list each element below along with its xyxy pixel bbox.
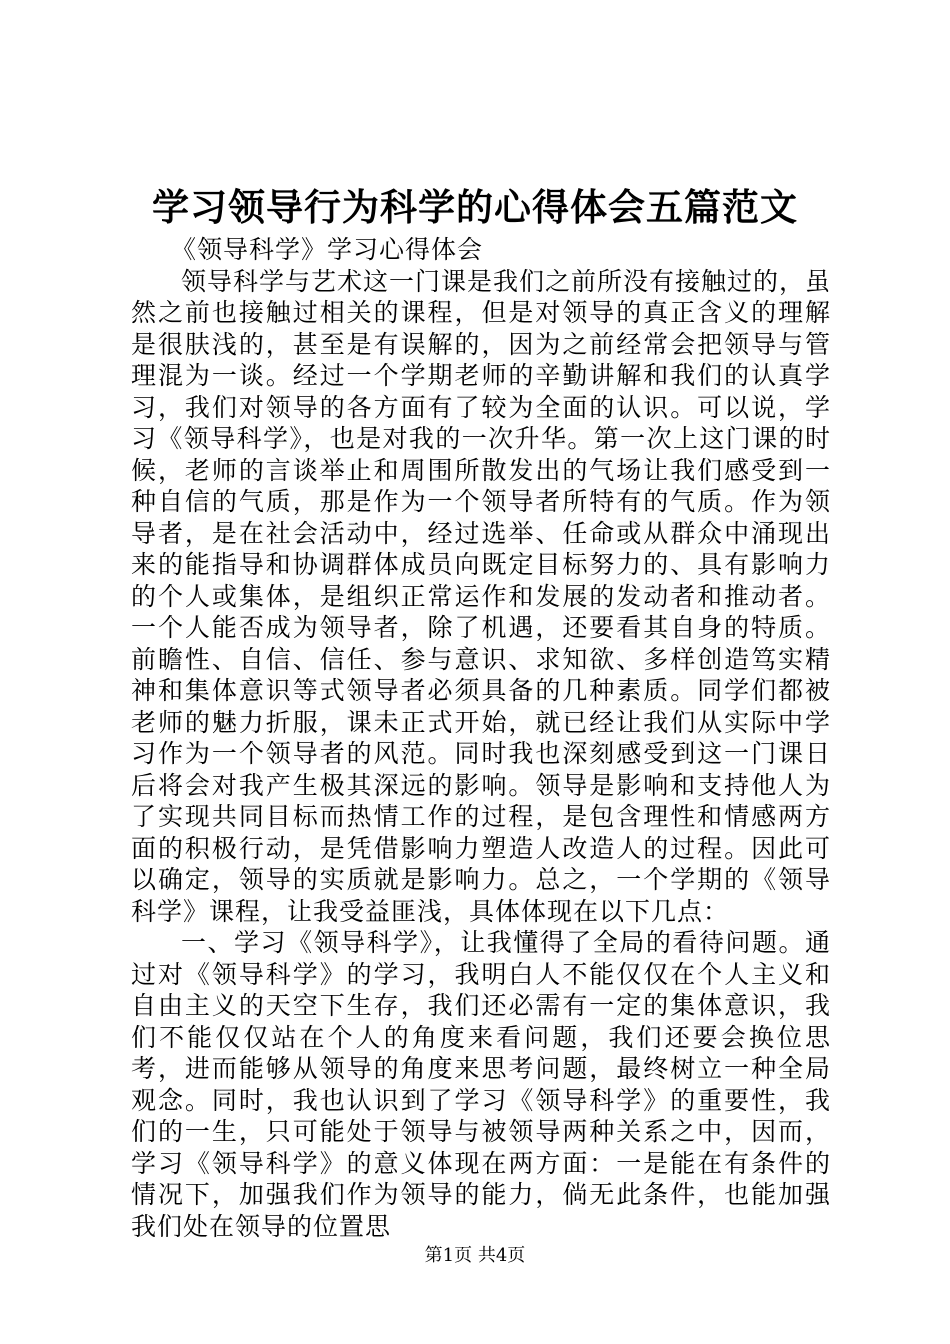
body-paragraph-2: 一、学习《领导科学》，让我懂得了全局的看待问题。通过对《领导科学》的学习，我明白人不能仅仅在个人主义和自由主义的天空下生存，我们还必需有一定的集体意识，我们不能仅仅站在个人的角度来看问题，我们还要会换位思考，进而能够从领导的角度来思考问题，最终树立一种全局观念。同时，我也认识到了学习《领导科学》的重要性，我们的一生，只可能处于领导与被领导两种关系之中，因而，学习《领导科学》的意义体现在两方面：一是能在有条件的情况下，加强我们作为领导的能力，倘无此条件，也能加强我们处在领导的位置思 (131, 928, 831, 1241)
document-body (131, 234, 831, 1242)
body-paragraph-1: 领导科学与艺术这一门课是我们之前所没有接触过的，虽然之前也接触过相关的课程，但是对领导的真正含义的理解是很肤浅的，甚至是有误解的，因为之前经常会把领导与管理混为一谈。经过一个学期老师的辛勤讲解和我们的认真学习，我们对领导的各方面有了较为全面的认识。可以说，学习《领导科学》，也是对我的一次升华。第一次上这门课的时候，老师的言谈举止和周围所散发出的气场让我们感受到一种自信的气质，那是作为一个领导者所特有的气质。作为领导者，是在社会活动中，经过选举、任命或从群众中涌现出来的能指导和协调群体成员向既定目标努力的、具有影响力的个人或集体，是组织正常运作和发展的发动者和推动者。一个人能否成为领导者，除了机遇，还要看其自身的特质。前瞻性、自信、信任、参与意识、求知欲、多样创造笃实精神和集体意识等式领导者必须具备的几种素质。同学们都被老师的魅力折服，课未正式开始，就已经让我们从实际中学习作为一个领导者的风范。同时我也深刻感受到这一门课日后将会对我产生极其深远的影响。领导是影响和支持他人为了实现共同目标而热情工作的过程，是包含理性和情感两方面的积极行动，是凭借影响力塑造人改造人的过程。因此可以确定，领导的实质就是影响力。总之，一个学期的《领导科学》课程，让我受益匪浅，具体体现在以下几点： (131, 266, 832, 926)
document-title: 学习领导行为科学的心得体会五篇范文 (152, 185, 798, 229)
page-footer: 第1页 共4页 (424, 1245, 526, 1266)
document-subtitle: 《领导科学》学习心得体会 (171, 235, 484, 264)
